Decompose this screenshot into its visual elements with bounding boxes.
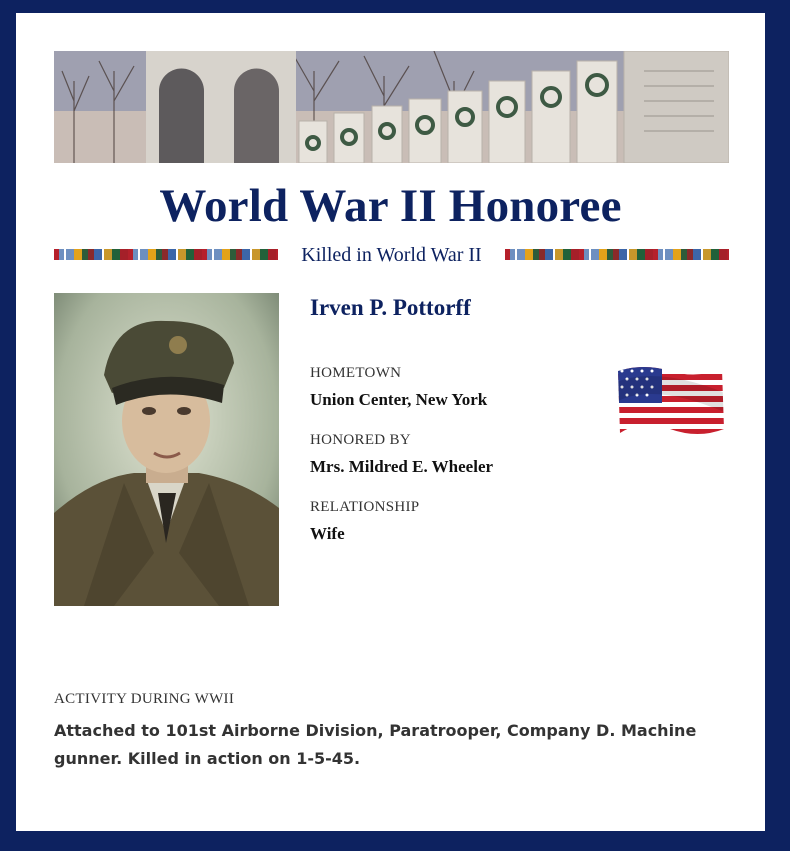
- relationship-label: RELATIONSHIP: [310, 499, 420, 515]
- page-title: World War II Honoree: [159, 180, 622, 232]
- honoree-card: [16, 13, 765, 831]
- us-flag-icon: [614, 363, 726, 439]
- subtitle-row: [54, 243, 729, 267]
- page-subtitle: Killed in World War II: [301, 244, 482, 266]
- honoree-name: Irven P. Pottorff: [310, 295, 471, 320]
- relationship-value: Wife: [310, 524, 345, 543]
- activity-label: ACTIVITY DURING WWII: [54, 691, 235, 707]
- campaign-ribbon-right: [505, 249, 729, 260]
- honored-by-value: Mrs. Mildred E. Wheeler: [310, 457, 494, 476]
- honoree-portrait-photo: [54, 293, 279, 606]
- activity-description: Attached to 101st Airborne Division, Paratrooper, Company D. Machine gunner. Killed in action on 1-5-45.: [54, 721, 697, 768]
- hometown-label: HOMETOWN: [310, 365, 402, 381]
- honored-by-label: HONORED BY: [310, 432, 411, 448]
- memorial-banner-image: [54, 51, 729, 163]
- hometown-value: Union Center, New York: [310, 390, 488, 409]
